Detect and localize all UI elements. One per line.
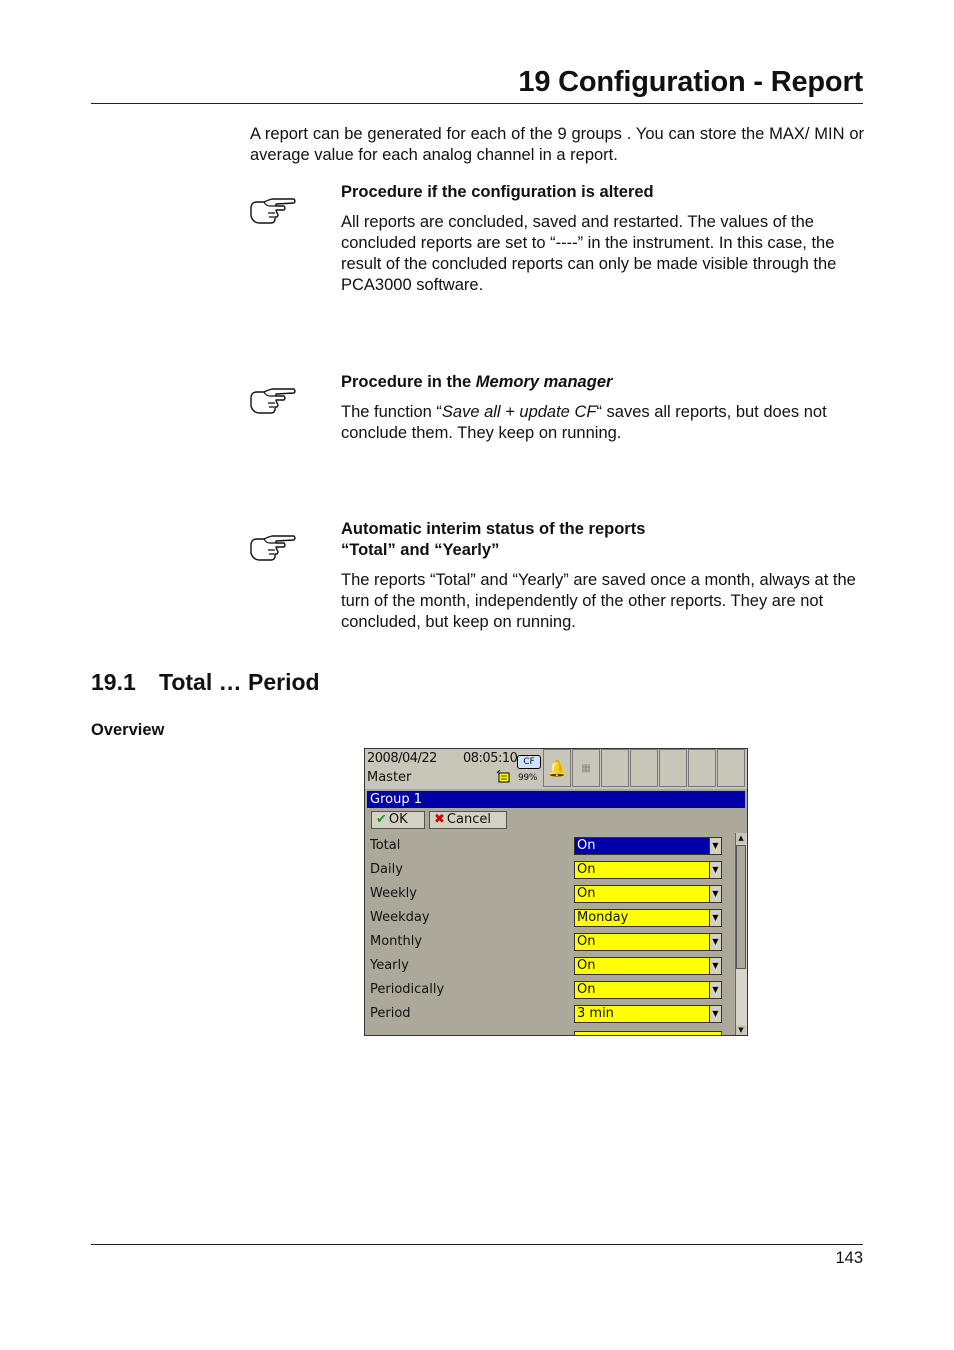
note-title-prefix: Procedure in the — [341, 373, 476, 391]
note-title-configuration-altered: Procedure if the configuration is altered — [341, 183, 654, 201]
pointing-hand-icon — [248, 196, 298, 226]
checkmark-icon: ✔ — [376, 812, 387, 827]
softkey-button[interactable] — [717, 749, 745, 787]
cf-card-icon: CF — [517, 755, 541, 769]
note-title-line2: “Total” and “Yearly” — [341, 541, 500, 559]
row-value-dropdown[interactable] — [574, 885, 722, 903]
pointing-hand-icon — [248, 386, 298, 416]
intro-paragraph: A report can be generated for each of the 9 groups . You can store the MAX/ MIN or average value for each analog channel in a report. — [250, 125, 864, 164]
scroll-up-arrow-icon[interactable]: ▲ — [736, 833, 746, 844]
dropdown-arrow-icon[interactable]: ▼ — [709, 1006, 721, 1022]
header-rule — [91, 103, 863, 104]
scroll-down-arrow-icon[interactable]: ▼ — [736, 1025, 746, 1036]
row-label: Periodically — [370, 982, 445, 997]
device-screenshot — [364, 748, 748, 1036]
dropdown-arrow-icon[interactable]: ▼ — [709, 886, 721, 902]
dropdown-arrow-icon[interactable]: ▼ — [709, 958, 721, 974]
note-body-italic: Save all + update CF — [441, 403, 597, 421]
row-value-dropdown[interactable] — [574, 861, 722, 879]
note-body-interim-status: The reports “Total” and “Yearly” are saved once a month, always at the turn of the month, independently of the other reports. They are not concluded, but keep on running. — [341, 571, 856, 631]
row-value: Monday — [577, 910, 629, 925]
note-title-interim-status — [341, 519, 871, 561]
row-field-partial[interactable] — [574, 1031, 722, 1036]
section-heading — [91, 669, 320, 696]
device-date: 2008/04/22 — [367, 751, 437, 766]
row-label: Weekly — [370, 886, 417, 901]
row-value: On — [577, 958, 596, 973]
section-number: 19.1 — [91, 669, 136, 695]
note-title-line1: Automatic interim status of the reports — [341, 520, 646, 538]
device-time: 08:05:10 — [463, 751, 518, 766]
note-body-suffix: “ saves all reports, but does not conclude them. They keep on running. — [341, 403, 827, 442]
row-label: Weekday — [370, 910, 430, 925]
cf-card-percent: 99% — [518, 773, 538, 783]
alarm-bell-icon[interactable]: 🔔 — [543, 749, 571, 787]
row-label: Yearly — [370, 958, 409, 973]
row-value: 3 min — [577, 1006, 614, 1021]
softkey-button[interactable] — [659, 749, 687, 787]
row-value: On — [577, 934, 596, 949]
row-value-dropdown[interactable] — [574, 909, 722, 927]
row-value: On — [577, 862, 596, 877]
footer-rule — [91, 1244, 863, 1245]
row-value: On — [577, 982, 596, 997]
dropdown-arrow-icon[interactable]: ▼ — [709, 982, 721, 998]
cross-icon: ✖ — [434, 812, 445, 827]
memory-card-icon — [496, 769, 510, 783]
cancel-button[interactable] — [429, 811, 507, 829]
page-number: 143 — [835, 1249, 863, 1267]
section-title: Total … Period — [159, 669, 320, 695]
softkey-button[interactable] — [601, 749, 629, 787]
ok-button[interactable] — [371, 811, 425, 829]
dropdown-arrow-icon[interactable]: ▼ — [709, 838, 721, 854]
note-body-memory-manager — [341, 402, 863, 444]
dropdown-arrow-icon[interactable]: ▼ — [709, 934, 721, 950]
scrollbar-thumb[interactable] — [736, 845, 746, 969]
note-title-italic: Memory manager — [475, 373, 613, 391]
group-title-bar: Group 1 — [367, 791, 745, 808]
softkey-button[interactable] — [630, 749, 658, 787]
device-user: Master — [367, 770, 412, 785]
row-value-dropdown[interactable] — [574, 933, 722, 951]
note-body-prefix: The function “ — [341, 403, 442, 421]
dropdown-arrow-icon[interactable]: ▼ — [709, 910, 721, 926]
row-value-dropdown[interactable] — [574, 981, 722, 999]
note-body-configuration-altered: All reports are concluded, saved and restarted. The values of the concluded reports are set to “----” in the instrument. In this case, the result of the concluded reports can only be made visible through the PCA3000 software. — [341, 213, 837, 294]
row-label: Daily — [370, 862, 403, 877]
softkey-button[interactable] — [688, 749, 716, 787]
note-title-memory-manager — [341, 372, 871, 393]
ok-label: OK — [388, 812, 408, 827]
chapter-title: 19 Configuration - Report — [518, 66, 863, 98]
row-label: Period — [370, 1006, 411, 1021]
subheading-overview: Overview — [91, 721, 165, 739]
row-label: Total — [370, 838, 401, 853]
row-value: On — [577, 886, 596, 901]
row-label: Monthly — [370, 934, 423, 949]
calendar-icon[interactable]: ▦ — [572, 749, 600, 787]
cancel-label: Cancel — [446, 812, 491, 827]
row-value-dropdown[interactable] — [574, 837, 722, 855]
row-value-dropdown[interactable] — [574, 1005, 722, 1023]
row-value-dropdown[interactable] — [574, 957, 722, 975]
dropdown-arrow-icon[interactable]: ▼ — [709, 862, 721, 878]
pointing-hand-icon — [248, 533, 298, 563]
row-value: On — [577, 838, 596, 853]
